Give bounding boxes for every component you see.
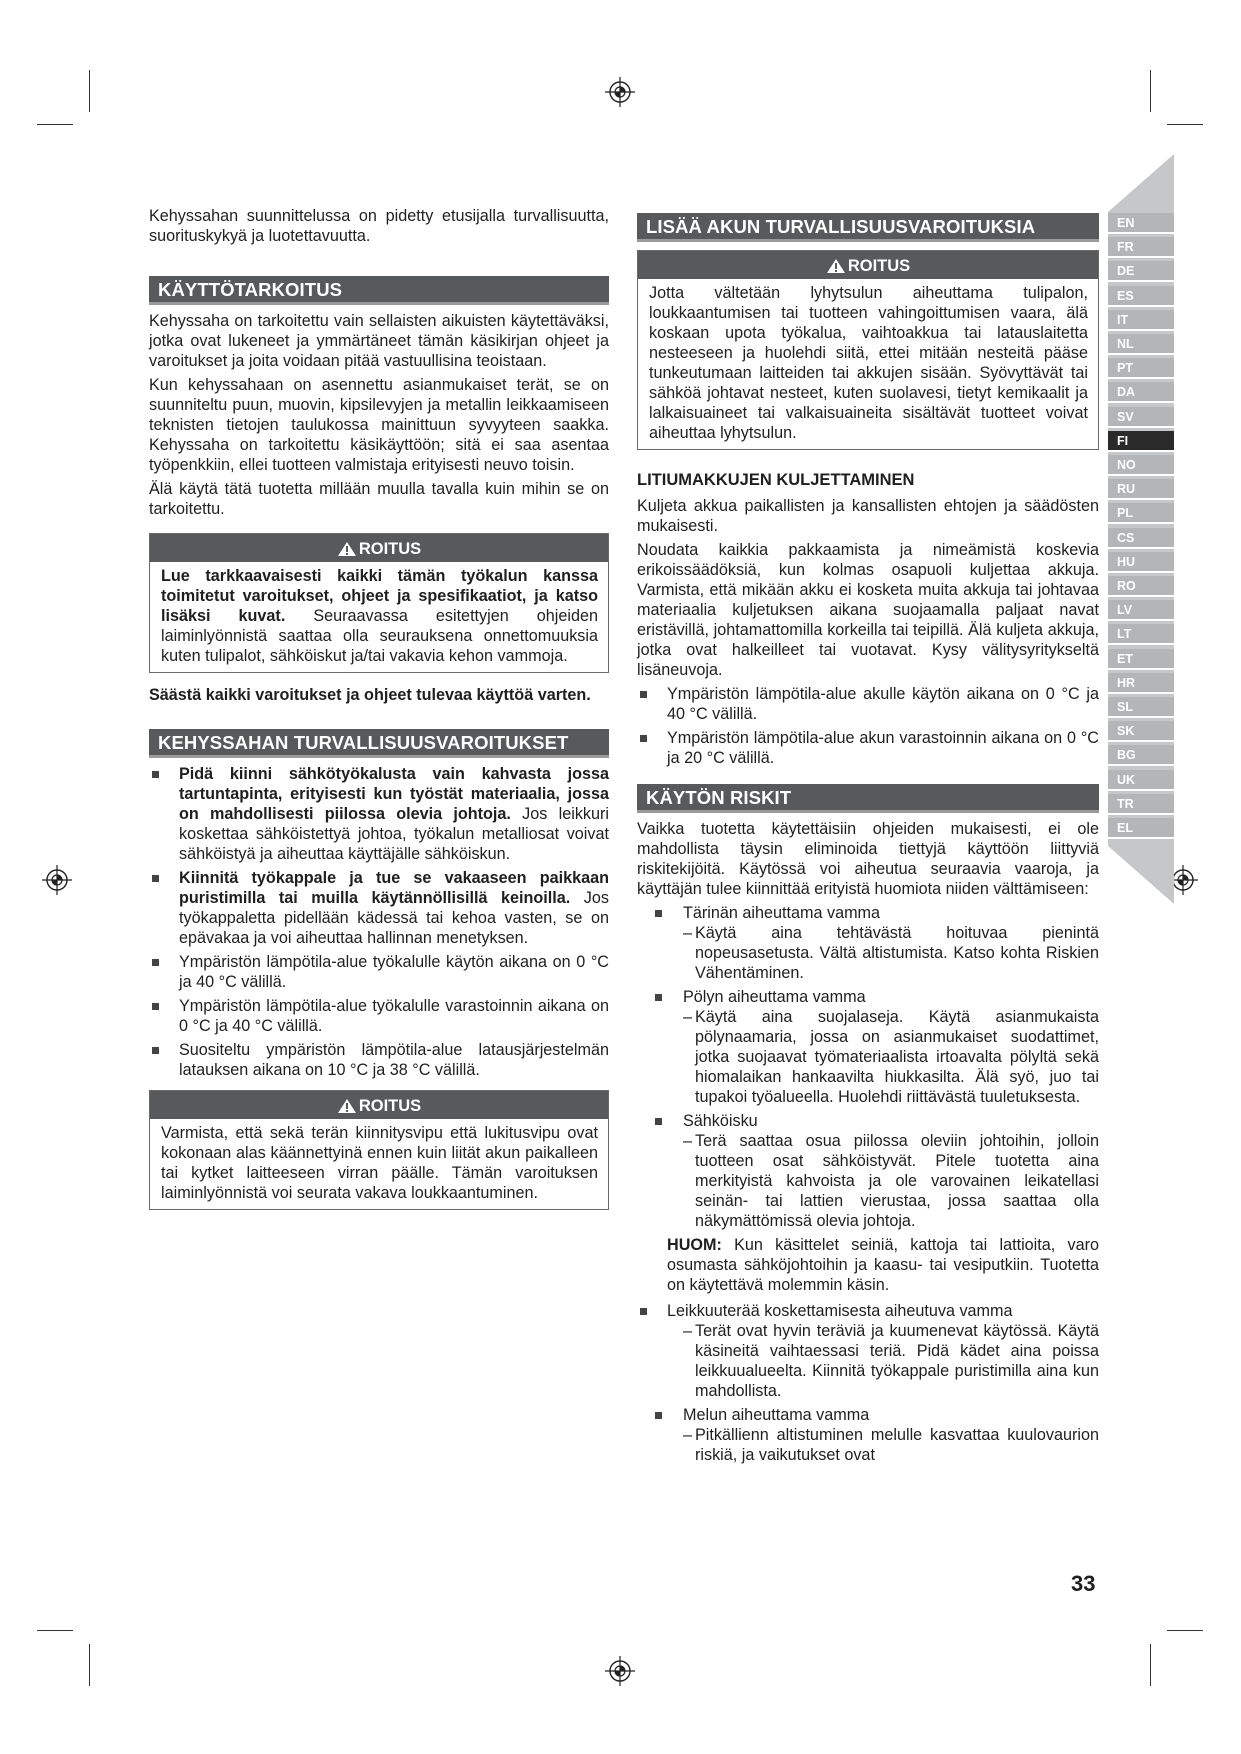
warning-header (638, 251, 1098, 279)
section-heading-kayttotarkoitus: KÄYTTÖTARKOITUS (149, 276, 609, 305)
section-heading-battery: LISÄÄ AKUN TURVALLISUUSVAROITUKSIA (637, 213, 1099, 242)
registration-mark-icon (605, 1656, 635, 1686)
risk-title: Sähköisku (683, 1112, 758, 1130)
warning-triangle-icon (337, 1098, 357, 1114)
crop-mark (1167, 1630, 1203, 1631)
language-tab-es[interactable]: ES (1108, 286, 1174, 307)
risk-list-continued (637, 1405, 1099, 1465)
warning-bold-text: Lue tarkkaavaisesti kaikki tämän työkalun kanssa toimitetut varoitukset, ohjeet ja spesifikaatiot, ja katso lisäksi kuvat. (161, 567, 598, 625)
list-item (637, 1301, 1099, 1401)
language-tab-da[interactable]: DA (1108, 382, 1174, 403)
crop-mark (1167, 124, 1203, 125)
paragraph: Kun kehyssahaan on asennettu asianmukaiset terät, se on suunniteltu puun, muovin, kipsilevyjen ja metallin leikkaamiseen teknisten tietojen taulukossa mainittuun syvyyteen saakka. Kehyssaha on tarkoitettu käsikäyttöön; sitä ei saa asentaa työpenkkiin, ellei tuotteen valmistaja erityisesti neuvo toisin. (149, 376, 609, 474)
risk-title: Leikkuuterää koskettamisesta aiheutuva vamma (667, 1302, 1013, 1320)
warning-title: ROITUS (847, 257, 911, 275)
transport-list (637, 684, 1099, 768)
risk-detail: – Terä saattaa osua piilossa oleviin johtoihin, jolloin tuotteen osat sähköistyvät. Pitele tuotetta aina merkityistä kahvoista ja ole varovainen leikatellasi seinän- tai lattien vierustaa, jossa saattaa olla näkymättömissä olevia johtoja. (683, 1131, 1099, 1231)
list-item (637, 1111, 1099, 1231)
list-item (149, 868, 609, 948)
list-item-bold: Kiinnitä työkappale ja tue se vakaaseen paikkaan puristimilla tai muilla käytännöllisillä keinoilla. (179, 869, 609, 907)
list-item-bold: Pidä kiinni sähkötyökalusta vain kahvasta jossa tartuntapinta, erityisesti kun työstät materiaalia, jossa on mahdollisesti piilossa olevia johtoja. (179, 765, 609, 823)
warning-header (150, 1091, 608, 1119)
paragraph: Noudata kaikkia pakkaamista ja nimeämistä koskevia erikoissäädöksiä, kun kolmas osapuoli kuljettaa akkuja. Varmista, että mikään akku ei kosketa muita akkuja tai johtavaa materiaalia kuljetuksen aikana suojaamalla paljaat navat eristävillä, johtamattomilla korkeilla tai teipillä. Älä kuljeta akkuja, jotka ovat halkeilleet tai vuotavat. Kysy välitysyritykseltä lisäneuvoja. (637, 541, 1099, 679)
intro-paragraph: Kehyssahan suunnittelussa on pidetty etusijalla turvallisuutta, suorituskykyä ja luotettavuutta. (149, 207, 609, 245)
warning-triangle-icon (337, 541, 357, 557)
language-tab-pl[interactable]: PL (1108, 503, 1174, 524)
warning-text: Seuraavassa esitettyjen ohjeiden laiminlyönnistä saattaa olla seurauksena onnettomuuksia kuten tulipalot, sähköiskut ja/tai vakavia kehon vammoja. (161, 607, 598, 665)
crop-mark (37, 1630, 73, 1631)
language-tab-et[interactable]: ET (1108, 649, 1174, 670)
paragraph: Vaikka tuotetta käytettäisiin ohjeiden mukaisesti, ei ole mahdollista täysin eliminoida tiettyjä käyttöön liittyviä riskitekijöitä. Käytössä voi aiheutua seuraavia vaaroja, ja käyttäjän tulee kiinnittää erityistä huomiota niiden välttämiseen: (637, 820, 1099, 898)
crop-mark (37, 124, 73, 125)
language-tab-ru[interactable]: RU (1108, 479, 1174, 500)
page-number: 33 (1071, 1571, 1096, 1596)
risk-list (637, 903, 1099, 1231)
list-item (637, 1405, 1099, 1465)
language-tab-lv[interactable]: LV (1108, 600, 1174, 621)
list-item-text: Jos leikkuri koskettaa sähköistettyä johtoa, työkalun metalliosat voivat sähköistyä ja aiheuttaa käyttäjälle sähköiskun. (179, 805, 609, 863)
risk-title: Melun aiheuttama vamma (683, 1406, 870, 1424)
language-tab-fi[interactable]: FI (1108, 431, 1174, 452)
language-tab-pt[interactable]: PT (1108, 358, 1174, 379)
warning-title: ROITUS (358, 1097, 422, 1115)
list-item (637, 903, 1099, 983)
registration-mark-icon (605, 77, 635, 107)
registration-mark-icon (42, 865, 72, 895)
list-item: Ympäristön lämpötila-alue akulle käytön aikana on 0 °C ja 40 °C välillä. (637, 684, 1099, 724)
language-tab-lt[interactable]: LT (1108, 624, 1174, 645)
list-item: Ympäristön lämpötila-alue akun varastoinnin aikana on 0 °C ja 20 °C välillä. (637, 728, 1099, 768)
warning-box (149, 533, 609, 673)
paragraph: Kuljeta akkua paikallisten ja kansallisten ehtojen ja säädösten mukaisesti. (637, 497, 1099, 535)
language-tab-uk[interactable]: UK (1108, 770, 1174, 791)
language-tab-ro[interactable]: RO (1108, 576, 1174, 597)
language-tab-cs[interactable]: CS (1108, 528, 1174, 549)
crop-mark (1150, 70, 1151, 112)
language-tab-sk[interactable]: SK (1108, 721, 1174, 742)
risk-detail: – Käytä aina tehtävästä hoituvaa pienintä nopeusasetusta. Vältä altistumista. Katso kohta Riskien Vähentäminen. (683, 923, 1099, 983)
section-heading-safety: KEHYSSAHAN TURVALLISUUSVAROITUKSET (149, 729, 609, 758)
language-tab-hr[interactable]: HR (1108, 673, 1174, 694)
warning-triangle-icon (826, 258, 846, 274)
warning-title: ROITUS (358, 540, 422, 558)
note-label: HUOM: (667, 1236, 722, 1254)
risk-list-continued (637, 1301, 1099, 1401)
language-tab-tr[interactable]: TR (1108, 794, 1174, 815)
section-heading-risks: KÄYTÖN RISKIT (637, 784, 1099, 813)
save-instructions: Säästä kaikki varoitukset ja ohjeet tulevaa käyttöä varten. (149, 686, 591, 704)
warning-body (638, 279, 1098, 449)
language-tab-sl[interactable]: SL (1108, 697, 1174, 718)
list-item: Ympäristön lämpötila-alue työkalulle varastoinnin aikana on 0 °C ja 40 °C välillä. (149, 996, 609, 1036)
warning-body (150, 562, 608, 672)
paragraph: Kehyssaha on tarkoitettu vain sellaisten aikuisten käytettäväksi, jotka ovat lukeneet ja ymmärtäneet tämän käsikirjan ohjeet ja varoitukset ja joita voidaan pitää vastuullisina teoistaan. (149, 312, 609, 370)
note (637, 1235, 1099, 1295)
language-tab-it[interactable]: IT (1108, 310, 1174, 331)
list-item-text: Jos työkappaletta pidellään kädessä tai kehoa vasten, se on epävakaa ja voi aiheuttaa hallinnan menetyksen. (179, 889, 609, 947)
language-tab-sidebar (1108, 154, 1174, 904)
language-tab-sv[interactable]: SV (1108, 407, 1174, 428)
language-tab-en[interactable]: EN (1108, 213, 1174, 234)
paragraph: Älä käytä tätä tuotetta millään muulla tavalla kuin mihin se on tarkoitettu. (149, 480, 609, 518)
list-item (637, 987, 1099, 1107)
list-item: Suositeltu ympäristön lämpötila-alue latausjärjestelmän latauksen aikana on 10 °C ja 38 °C välillä. (149, 1040, 609, 1080)
warning-header (150, 534, 608, 562)
language-tab-hu[interactable]: HU (1108, 552, 1174, 573)
warning-box (637, 250, 1099, 450)
crop-mark (89, 70, 90, 112)
subheading-transport: LITIUMAKKUJEN KULJETTAMINEN (637, 471, 915, 489)
crop-mark (89, 1644, 90, 1686)
warning-text: Varmista, että sekä terän kiinnitysvipu että lukitusvipu ovat kokonaan alas käännettyinä ennen kuin liität akun paikalleen tai kytket laitteeseen virran päälle. Tämän varoituksen laiminlyönnistä voi seurata vakava loukkaantuminen. (161, 1124, 598, 1202)
risk-title: Pölyn aiheuttama vamma (683, 988, 866, 1006)
list-item: Ympäristön lämpötila-alue työkalulle käytön aikana on 0 °C ja 40 °C välillä. (149, 952, 609, 992)
warning-box (149, 1090, 609, 1210)
language-tab-nl[interactable]: NL (1108, 334, 1174, 355)
risk-detail: – Pitkällienn altistuminen melulle kasvattaa kuulovaurion riskiä, ja vaikutukset ovat (683, 1425, 1099, 1465)
crop-mark (1150, 1644, 1151, 1686)
safety-list (149, 764, 609, 1080)
risk-title: Tärinän aiheuttama vamma (683, 904, 881, 922)
right-column (637, 213, 1099, 1469)
left-column (149, 206, 609, 1218)
warning-text: Jotta vältetään lyhytsulun aiheuttama tulipalon, loukkaantumisen tai tuotteen vahingoittumisen vaara, älä koskaan upota työkalua, vaihtoakkua tai latauslaitetta nesteeseen ja huolehdi siitä, ettei mitään nesteitä pääse tunkeutumaan laitteiden tai akkujen sisään. Syövyttävät tai sähköä johtavat nesteet, kuten suolavesi, tietyt kemikaalit ja lalkaisuaineet tai valkaisuaineita sisältävät tuotteet voivat aiheuttaa lyhytsulun. (649, 284, 1088, 442)
list-item (149, 764, 609, 864)
warning-body (150, 1119, 608, 1209)
language-tab-fr[interactable]: FR (1108, 237, 1174, 258)
risk-detail: – Käytä aina suojalaseja. Käytä asianmukaista pölynaamaria, jossa on asianmukaiset suodattimet, jotka suojaavat työmateriaalista irtoavalta pölyltä sekä hiomalaikan hankaavilta hiukkasilta. Älä syö, juo tai tupakoi työalueella. Huolehdi riittävästä tuuletuksesta. (683, 1007, 1099, 1107)
note-text: Kun käsittelet seiniä, kattoja tai lattioita, varo osumasta sähköjohtoihin ja kaasu- tai vesiputkiin. Tuotetta on käytettävä molemmin käsin. (667, 1236, 1099, 1294)
language-tab-el[interactable]: EL (1108, 818, 1174, 839)
language-tab-bg[interactable]: BG (1108, 745, 1174, 766)
risk-detail: – Terät ovat hyvin teräviä ja kuumenevat käytössä. Käytä käsineitä vaihtaessasi teriä. Pidä kädet aina poissa leikkuualueelta. Kiinnitä työkappale puristimilla aina kun mahdollista. (683, 1321, 1099, 1401)
language-tab-no[interactable]: NO (1108, 455, 1174, 476)
language-tab-de[interactable]: DE (1108, 261, 1174, 282)
